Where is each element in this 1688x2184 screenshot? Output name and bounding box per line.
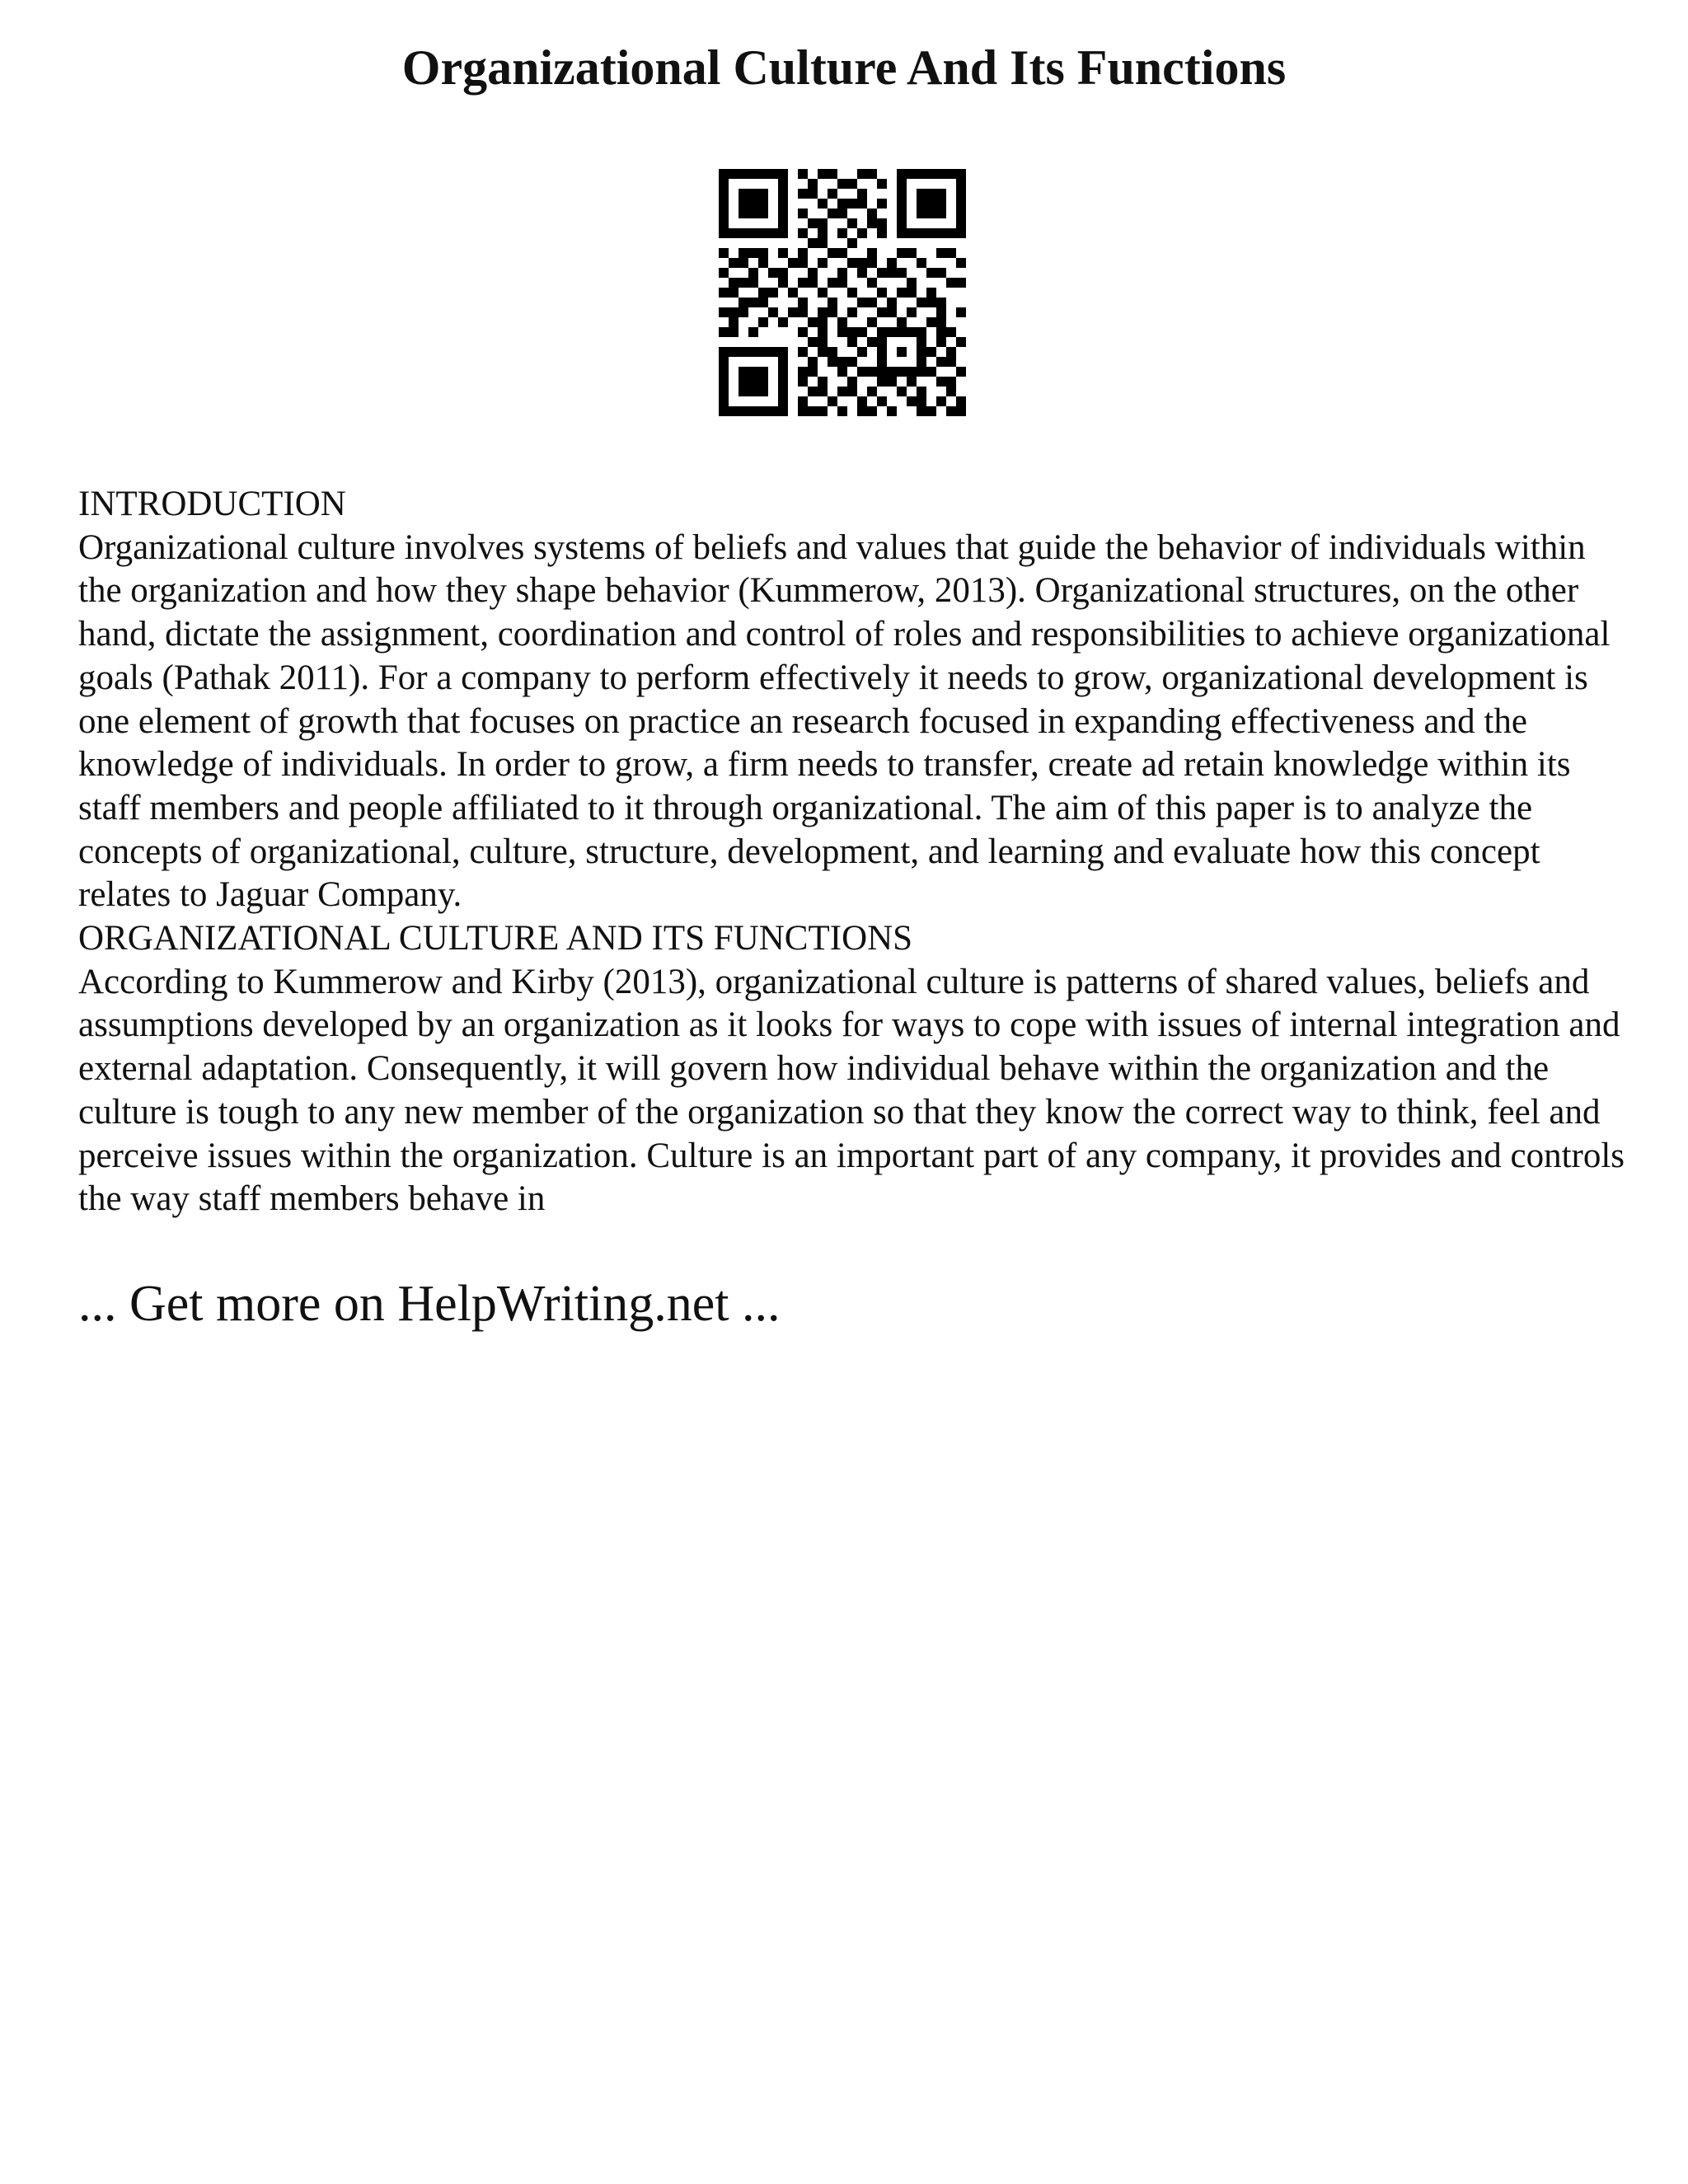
get-more-link[interactable]: ... Get more on HelpWriting.net ... [78,1276,781,1332]
section-heading-organizational-culture: ORGANIZATIONAL CULTURE AND ITS FUNCTIONS [78,919,913,958]
document-body [78,483,1628,1221]
section-heading-introduction: INTRODUCTION [78,485,346,523]
section-body-organizational-culture: According to Kummerow and Kirby (2013), organizational culture is patterns of shared values, beliefs and assumptions developed by an organization as it looks for ways to cope with issues of internal integration and external adaptation. Consequently, it will govern how individual behave within the organization and the culture is tough to any new member of the organization so that they know the correct way to think, feel and perceive issues within the organization. Culture is an important part of any company, it provides and controls the way staff members behave in [78,962,1625,1219]
document-title: Organizational Culture And Its Functions [401,40,1287,95]
qr-code-icon [719,169,966,416]
section-body-introduction: Organizational culture involves systems of beliefs and values that guide the behavior of individuals within the organization and how they shape behavior (Kummerow, 2013). Organizational structures, on the other hand, dictate the assignment, coordination and control of roles and responsibilities to achieve organizational goals (Pathak 2011). For a company to perform effectively it needs to grow, organizational development is one element of growth that focuses on practice an research focused in expanding effectiveness and the knowledge of individuals. In order to grow, a firm needs to transfer, create ad retain knowledge within its staff members and people affiliated to it through organizational. The aim of this paper is to analyze the concepts of organizational, culture, structure, development, and learning and evaluate how this concept relates to Jaguar Company. [78,527,1611,915]
